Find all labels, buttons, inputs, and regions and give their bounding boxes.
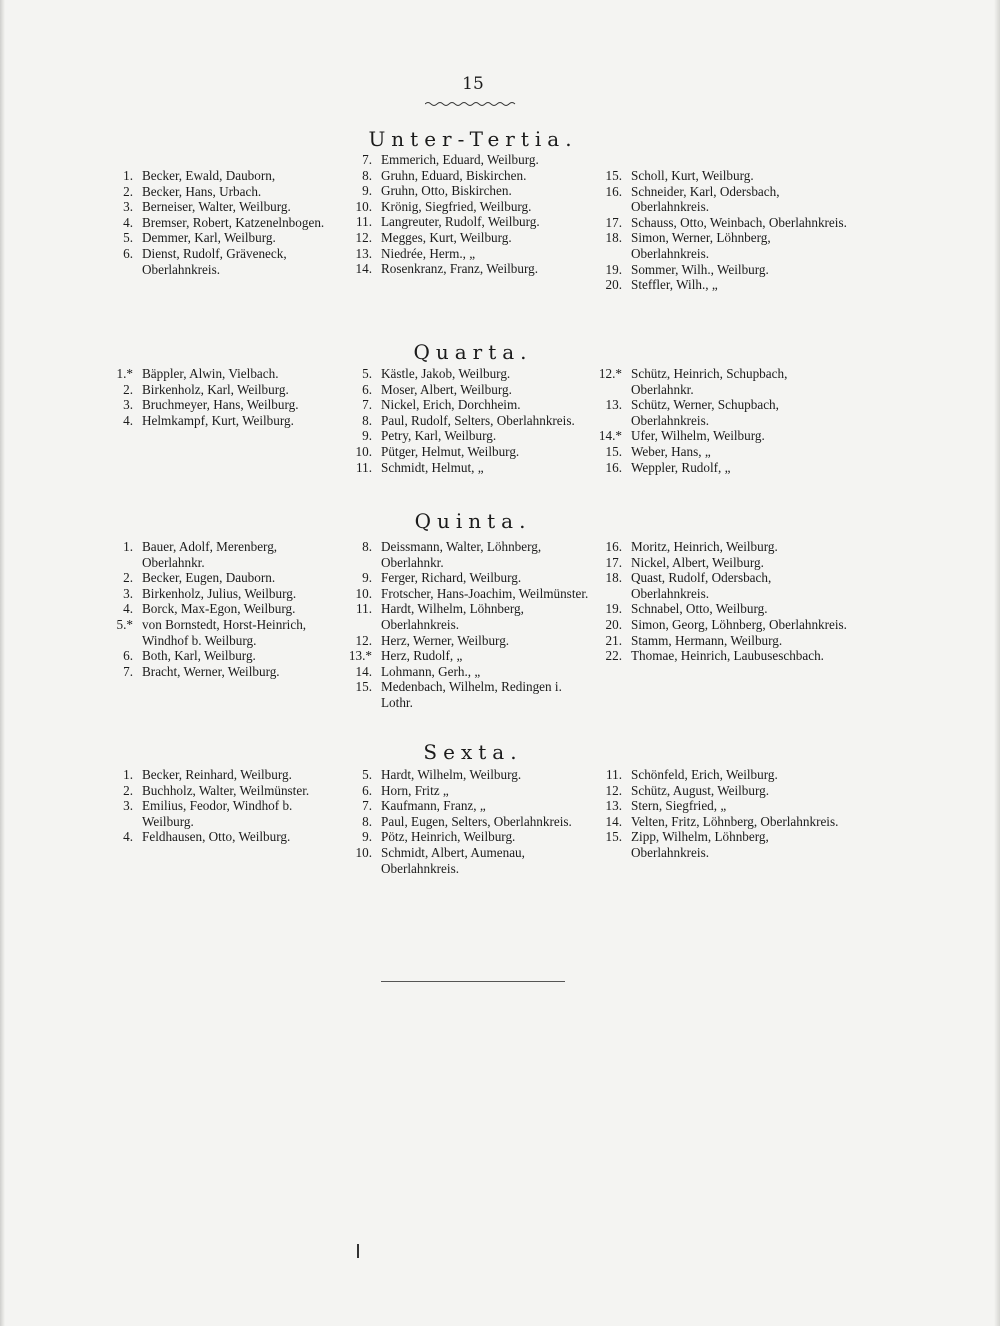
list-item — [594, 460, 848, 476]
list-item — [344, 767, 594, 783]
list-item-number: 11. — [356, 459, 372, 475]
list-item-text: Buchholz, Walter, Weilmünster. — [142, 782, 310, 798]
list-item-text: Borck, Max-Egon, Weilburg. — [142, 601, 296, 617]
list-item-text: Weber, Hans, „ — [631, 443, 711, 459]
list-item-number: 7. — [362, 798, 372, 814]
list-item-number: 1. — [123, 767, 133, 782]
list-item-text: Frotscher, Hans-Joachim, Weilmünster. — [381, 585, 589, 601]
list-item — [594, 783, 848, 799]
list-item — [344, 586, 594, 602]
list-item-text: Bremser, Robert, Katzenelnbogen. — [142, 214, 325, 230]
list-item-text: Krönig, Siegfried, Weilburg. — [381, 198, 532, 214]
quinta-column-3 — [594, 539, 848, 664]
list-item-text: Thomae, Heinrich, Laubuseschbach. — [631, 648, 824, 664]
list-item-number: 13. — [605, 798, 622, 814]
page-right-edge-shadow — [994, 0, 1000, 1326]
list-item-number: 15. — [605, 443, 622, 459]
list-item-number: 12. — [605, 782, 622, 798]
quinta-column-2 — [344, 539, 594, 711]
list-item — [344, 183, 594, 199]
unter-tertia-column-2 — [344, 152, 594, 277]
list-item — [105, 382, 337, 398]
list-item-text: Megges, Kurt, Weilburg. — [381, 229, 512, 245]
list-item-number: 2. — [123, 782, 133, 798]
quarta-column-2 — [344, 366, 594, 475]
sexta-column-2 — [344, 767, 594, 876]
list-item-number: 13.* — [348, 648, 372, 664]
list-item-text: Schütz, August, Weilburg. — [631, 782, 770, 798]
list-item-text: Bäppler, Alwin, Vielbach. — [142, 366, 279, 381]
list-item-number: 14. — [605, 813, 622, 829]
list-item-number: 15. — [355, 679, 372, 695]
list-item-text: Schmidt, Helmut, „ — [381, 459, 484, 475]
list-item — [344, 230, 594, 246]
list-item-number: 18. — [605, 230, 622, 246]
quarta-column-3 — [594, 366, 848, 475]
list-item-text: Schütz, Werner, Schupbach, Oberlahnkreis. — [631, 397, 779, 428]
list-item — [105, 168, 337, 184]
list-item — [594, 428, 848, 444]
list-item-text: Gruhn, Eduard, Biskirchen. — [381, 167, 527, 183]
list-item — [344, 798, 594, 814]
list-item — [344, 168, 594, 184]
list-item — [105, 570, 337, 586]
sexta-column-1 — [105, 767, 337, 845]
list-item — [594, 814, 848, 830]
list-item-number: 21. — [605, 632, 622, 648]
list-item-text: Nickel, Albert, Weilburg. — [631, 554, 764, 570]
list-item — [105, 413, 337, 429]
list-item-text: Birkenholz, Karl, Weilburg. — [142, 381, 289, 397]
list-item-number: 22. — [605, 648, 622, 664]
list-item — [105, 539, 337, 570]
list-item-number: 5. — [362, 366, 372, 381]
list-item-number: 5.* — [116, 616, 133, 632]
list-item — [594, 570, 848, 601]
list-item-text: Bracht, Werner, Weilburg. — [142, 663, 280, 679]
section-heading-sexta: Sexta. — [423, 740, 523, 764]
list-item-number: 14. — [355, 261, 372, 277]
list-item-text: Simon, Georg, Löhnberg, Oberlahnkreis. — [631, 616, 847, 632]
list-item — [344, 366, 594, 382]
list-item-text: Medenbach, Wilhelm, Redingen i. Lothr. — [381, 679, 562, 710]
list-item-text: Ferger, Richard, Weilburg. — [381, 570, 522, 586]
list-item-number: 3. — [123, 798, 133, 814]
list-item-text: Paul, Rudolf, Selters, Oberlahnkreis. — [381, 412, 575, 428]
list-item-number: 11. — [356, 601, 372, 617]
list-item-text: Deissmann, Walter, Löhnberg, Oberlahnkr. — [381, 539, 542, 570]
list-item-text: Quast, Rudolf, Odersbach, Oberlahnkreis. — [631, 570, 772, 601]
list-item — [344, 428, 594, 444]
closing-divider — [381, 981, 565, 982]
list-item-text: Pötz, Heinrich, Weilburg. — [381, 829, 516, 845]
list-item-text: Paul, Eugen, Selters, Oberlahnkreis. — [381, 813, 572, 829]
list-item-text: Simon, Werner, Löhnberg, Oberlahnkreis. — [631, 230, 771, 261]
list-item-text: Hardt, Wilhelm, Weilburg. — [381, 767, 522, 782]
unter-tertia-column-1 — [105, 168, 337, 277]
list-item-number: 14.* — [598, 428, 622, 444]
list-item-number: 6. — [362, 381, 372, 397]
list-item-number: 3. — [123, 585, 133, 601]
list-item — [594, 539, 848, 555]
list-item-text: Horn, Fritz „ — [381, 782, 449, 798]
list-item-number: 19. — [605, 601, 622, 617]
list-item — [344, 648, 594, 664]
list-item-number: 13. — [605, 397, 622, 413]
list-item — [594, 798, 848, 814]
list-item — [105, 829, 337, 845]
unter-tertia-column-3 — [594, 168, 848, 293]
list-item — [344, 444, 594, 460]
list-item — [105, 648, 337, 664]
list-item-text: Becker, Hans, Urbach. — [142, 183, 262, 199]
list-item — [344, 152, 594, 168]
list-item-text: Scholl, Kurt, Weilburg. — [631, 168, 754, 183]
list-item — [344, 845, 594, 876]
list-item-text: von Bornstedt, Horst-Heinrich, Windhof b. Weilburg. — [142, 616, 307, 648]
list-item-number: 16. — [605, 459, 622, 475]
list-item-number: 8. — [362, 813, 372, 829]
list-item-number: 6. — [123, 648, 133, 664]
list-item-number: 2. — [123, 183, 133, 199]
list-item-text: Velten, Fritz, Löhnberg, Oberlahnkreis. — [631, 813, 839, 829]
list-item — [344, 246, 594, 262]
list-item-number: 15. — [605, 168, 622, 183]
list-item-number: 10. — [355, 443, 372, 459]
list-item-text: Birkenholz, Julius, Weilburg. — [142, 585, 297, 601]
list-item-text: Herz, Rudolf, „ — [381, 648, 463, 664]
list-item-number: 10. — [355, 585, 372, 601]
list-item-text: Schmidt, Albert, Aumenau, Oberlahnkreis. — [381, 844, 525, 876]
list-item-number: 7. — [123, 663, 133, 679]
list-item — [344, 413, 594, 429]
list-item-text: Petry, Karl, Weilburg. — [381, 428, 497, 444]
list-item — [594, 397, 848, 428]
list-item-text: Helmkampf, Kurt, Weilburg. — [142, 412, 294, 428]
list-item-number: 4. — [123, 601, 133, 617]
list-item — [105, 199, 337, 215]
list-item-text: Weppler, Rudolf, „ — [631, 459, 731, 475]
list-item-text: Langreuter, Rudolf, Weilburg. — [381, 214, 540, 230]
list-item — [344, 460, 594, 476]
list-item-text: Moser, Albert, Weilburg. — [381, 381, 512, 397]
list-item-number: 7. — [362, 397, 372, 413]
list-item-text: Emilius, Feodor, Windhof b. Weilburg. — [142, 798, 293, 829]
list-item-number: 2. — [123, 570, 133, 586]
list-item-text: Becker, Ewald, Dauborn, — [142, 168, 276, 183]
page-number-wavy-rule — [425, 101, 517, 107]
list-item — [105, 397, 337, 413]
list-item-number: 11. — [606, 767, 622, 782]
list-item — [594, 168, 848, 184]
list-item — [105, 601, 337, 617]
list-item-number: 17. — [605, 214, 622, 230]
list-item — [594, 184, 848, 215]
list-item-number: 10. — [355, 198, 372, 214]
list-item — [594, 617, 848, 633]
list-item-text: Schauss, Otto, Weinbach, Oberlahnkreis. — [631, 214, 847, 230]
list-item-number: 16. — [605, 183, 622, 199]
list-item — [344, 664, 594, 680]
list-item-text: Emmerich, Eduard, Weilburg. — [381, 152, 539, 167]
list-item — [594, 555, 848, 571]
list-item — [105, 184, 337, 200]
list-item — [344, 601, 594, 632]
list-item-number: 9. — [362, 428, 372, 444]
list-item-number: 8. — [362, 167, 372, 183]
list-item-text: Feldhausen, Otto, Weilburg. — [142, 829, 291, 845]
list-item-text: Herz, Werner, Weilburg. — [381, 632, 510, 648]
list-item-text: Becker, Eugen, Dauborn. — [142, 570, 276, 586]
list-item-text: Berneiser, Walter, Weilburg. — [142, 199, 291, 215]
list-item-text: Ufer, Wilhelm, Weilburg. — [631, 428, 765, 444]
list-item-number: 7. — [362, 152, 372, 167]
list-item — [344, 382, 594, 398]
list-item — [594, 277, 848, 293]
list-item — [344, 539, 594, 570]
list-item — [344, 214, 594, 230]
list-item-number: 9. — [362, 570, 372, 586]
list-item — [344, 199, 594, 215]
list-item — [105, 366, 337, 382]
list-item-text: Nickel, Erich, Dorchheim. — [381, 397, 521, 413]
sexta-column-3 — [594, 767, 848, 861]
list-item-number: 14. — [355, 663, 372, 679]
list-item-number: 17. — [605, 554, 622, 570]
list-item-number: 5. — [123, 230, 133, 246]
list-item — [105, 230, 337, 246]
quinta-column-1 — [105, 539, 337, 679]
list-item-text: Pütger, Helmut, Weilburg. — [381, 443, 520, 459]
list-item — [344, 397, 594, 413]
list-item-text: Schnabel, Otto, Weilburg. — [631, 601, 768, 617]
list-item — [594, 601, 848, 617]
list-item — [594, 230, 848, 261]
list-item-number: 15. — [605, 829, 622, 845]
section-heading-quarta: Quarta. — [413, 340, 533, 364]
list-item-text: Dienst, Rudolf, Gräveneck, Oberlahnkreis. — [142, 245, 287, 277]
list-item — [594, 215, 848, 231]
page-left-edge-shadow — [0, 0, 5, 1326]
list-item — [344, 261, 594, 277]
list-item — [594, 767, 848, 783]
list-item-text: Bauer, Adolf, Merenberg, Oberlahnkr. — [142, 539, 278, 570]
quarta-column-1 — [105, 366, 337, 428]
list-item-text: Stamm, Hermann, Weilburg. — [631, 632, 783, 648]
list-item-number: 3. — [123, 199, 133, 215]
list-item-text: Schönfeld, Erich, Weilburg. — [631, 767, 778, 782]
list-item — [105, 783, 337, 799]
list-item — [594, 633, 848, 649]
list-item-number: 1.* — [116, 366, 133, 381]
list-item-text: Both, Karl, Weilburg. — [142, 648, 256, 664]
list-item — [105, 664, 337, 680]
list-item-text: Niedrée, Herm., „ — [381, 245, 476, 261]
page-number: 15 — [462, 74, 484, 94]
list-item-text: Kästle, Jakob, Weilburg. — [381, 366, 511, 381]
list-item-number: 8. — [362, 539, 372, 554]
list-item-number: 9. — [362, 829, 372, 845]
list-item — [105, 246, 337, 277]
list-item-number: 3. — [123, 397, 133, 413]
list-item-text: Becker, Reinhard, Weilburg. — [142, 767, 292, 782]
list-item — [344, 633, 594, 649]
list-item — [344, 814, 594, 830]
list-item-number: 10. — [355, 844, 372, 860]
list-item-number: 12. — [355, 632, 372, 648]
list-item — [594, 366, 848, 397]
list-item-number: 6. — [123, 245, 133, 261]
list-item-number: 9. — [362, 183, 372, 199]
list-item-number: 4. — [123, 214, 133, 230]
list-item-text: Bruchmeyer, Hans, Weilburg. — [142, 397, 299, 413]
list-item-number: 16. — [605, 539, 622, 554]
list-item-text: Rosenkranz, Franz, Weilburg. — [381, 261, 539, 277]
list-item-text: Zipp, Wilhelm, Löhnberg, Oberlahnkreis. — [631, 829, 769, 860]
list-item — [594, 648, 848, 664]
list-item — [344, 679, 594, 710]
list-item-number: 1. — [123, 168, 133, 183]
list-item — [594, 444, 848, 460]
list-item-number: 6. — [362, 782, 372, 798]
section-heading-unter-tertia: Unter-Tertia. — [368, 127, 578, 151]
list-item-text: Gruhn, Otto, Biskirchen. — [381, 183, 512, 199]
list-item-number: 5. — [362, 767, 372, 782]
list-item-number: 4. — [123, 829, 133, 845]
list-item-text: Lohmann, Gerh., „ — [381, 663, 481, 679]
list-item — [105, 617, 337, 648]
list-item-number: 11. — [356, 214, 372, 230]
list-item-text: Schneider, Karl, Odersbach, Oberlahnkreis. — [631, 183, 780, 215]
list-item-number: 18. — [605, 570, 622, 586]
list-item-text: Moritz, Heinrich, Weilburg. — [631, 539, 778, 554]
list-item-text: Demmer, Karl, Weilburg. — [142, 230, 276, 246]
list-item-text: Stern, Siegfried, „ — [631, 798, 727, 814]
list-item — [344, 783, 594, 799]
list-item — [344, 829, 594, 845]
list-item — [344, 570, 594, 586]
list-item — [105, 215, 337, 231]
list-item-text: Kaufmann, Franz, „ — [381, 798, 486, 814]
scan-mark — [357, 1244, 359, 1258]
list-item-number: 19. — [605, 261, 622, 277]
list-item — [105, 798, 337, 829]
list-item-number: 20. — [605, 277, 622, 293]
section-heading-quinta: Quinta. — [414, 509, 532, 533]
list-item-number: 20. — [605, 616, 622, 632]
list-item-number: 12. — [355, 229, 372, 245]
list-item-text: Schütz, Heinrich, Schupbach, Oberlahnkr. — [631, 366, 788, 397]
list-item-text: Sommer, Wilh., Weilburg. — [631, 261, 769, 277]
list-item-text: Steffler, Wilh., „ — [631, 277, 718, 293]
list-item — [594, 829, 848, 860]
list-item-number: 12.* — [598, 366, 622, 381]
list-item — [105, 767, 337, 783]
list-item-number: 13. — [355, 245, 372, 261]
list-item-number: 8. — [362, 412, 372, 428]
list-item-number: 1. — [123, 539, 133, 554]
list-item-number: 4. — [123, 412, 133, 428]
list-item-text: Hardt, Wilhelm, Löhnberg, Oberlahnkreis. — [381, 601, 524, 632]
list-item — [105, 586, 337, 602]
list-item — [594, 262, 848, 278]
list-item-number: 2. — [123, 381, 133, 397]
